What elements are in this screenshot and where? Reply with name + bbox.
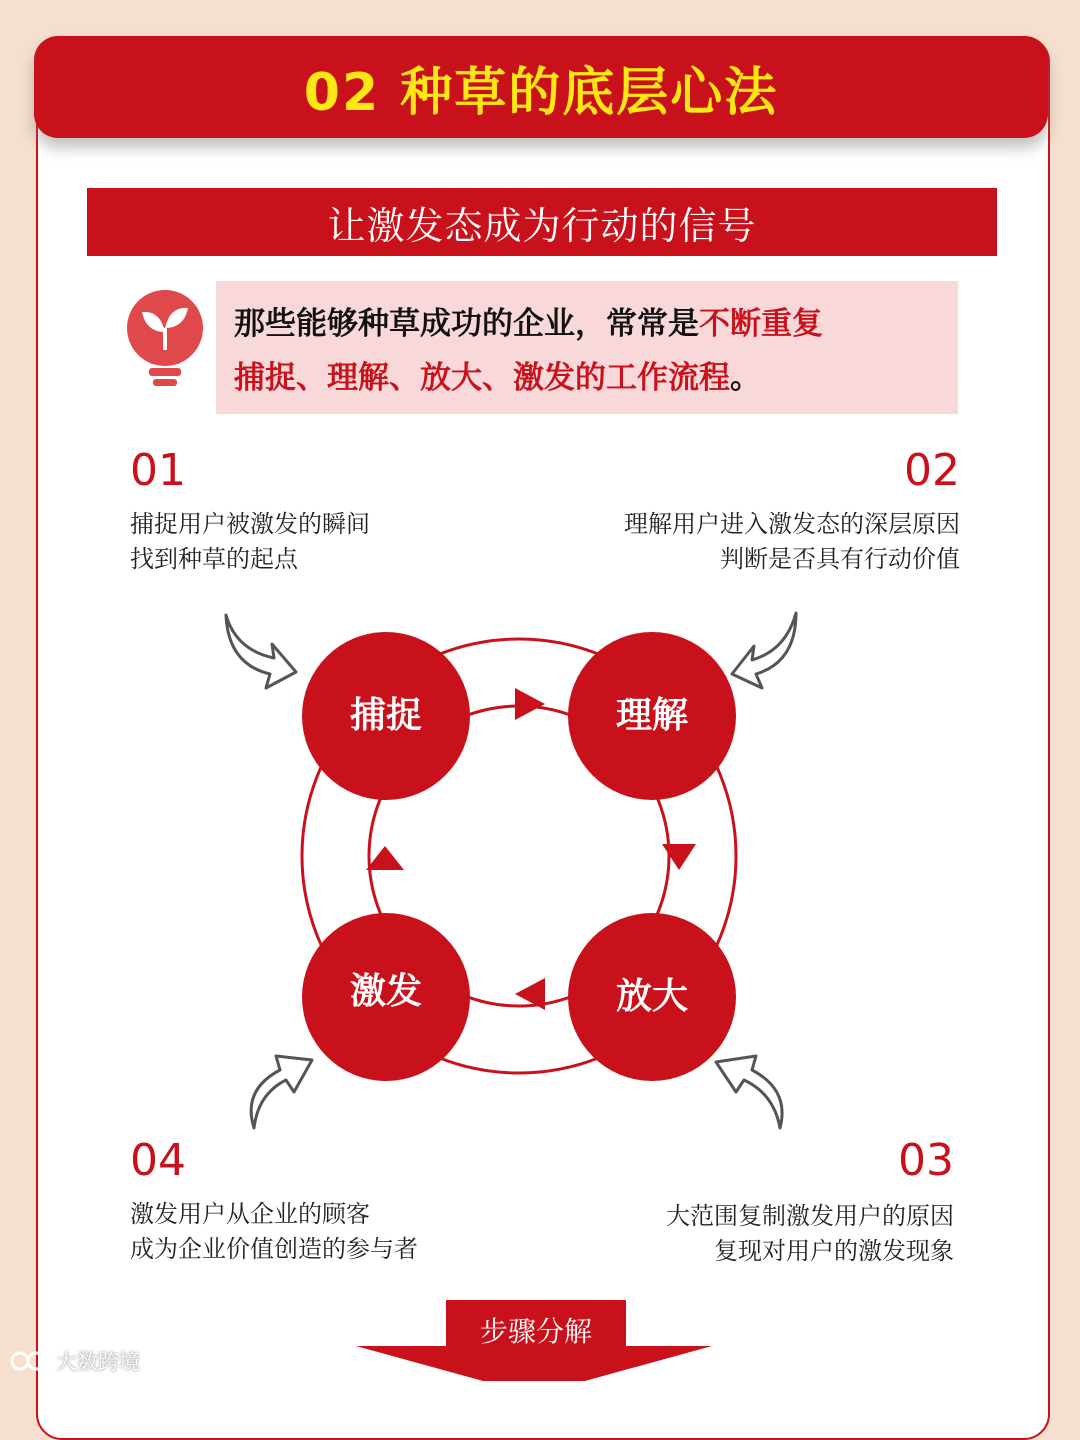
- quote-line-2-highlight: 捕捉、理解、放大、激发的工作流程: [234, 360, 730, 396]
- node-understand-label: 理解: [615, 695, 688, 736]
- step-desc-02-line1: 理解用户进入激发态的深层原因: [624, 510, 960, 538]
- step-desc-03: [554, 1199, 954, 1269]
- quote-line-1-text: 那些能够种草成功的企业，常常是: [234, 306, 699, 342]
- step-number-03: 03: [898, 1135, 954, 1186]
- curved-arrow-tr-icon: [732, 613, 796, 688]
- step-number-02: 02: [904, 445, 960, 496]
- curved-arrow-tl-icon: [226, 615, 296, 688]
- step-desc-03-line2: 复现对用户的激发现象: [714, 1237, 954, 1265]
- step-number-01: 01: [130, 445, 186, 496]
- step-desc-03-line1: 大范围复制激发用户的原因: [666, 1202, 954, 1230]
- step-desc-04: [130, 1197, 418, 1267]
- quote-line-2-end: 。: [730, 360, 761, 396]
- quote-line-1-highlight: 不断重复: [699, 306, 823, 342]
- steps-breakdown-label: 步骤分解: [479, 1315, 592, 1348]
- step-desc-04-line2: 成为企业价值创造的参与者: [130, 1235, 418, 1263]
- steps-breakdown-tab: [446, 1300, 626, 1360]
- step-desc-04-line1: 激发用户从企业的顾客: [130, 1200, 370, 1228]
- arrow-down-right: [662, 844, 696, 870]
- step-desc-01-line2: 找到种草的起点: [130, 545, 298, 573]
- arrow-up-left: [366, 846, 404, 870]
- watermark-logo-icon: [10, 1349, 50, 1373]
- node-capture-label: 捕捉: [349, 695, 422, 736]
- node-amplify-label: 放大: [615, 976, 688, 1017]
- curved-arrow-br-icon: [716, 1056, 782, 1128]
- arrow-right-top: [515, 688, 545, 720]
- step-desc-02-line2: 判断是否具有行动价值: [720, 545, 960, 573]
- watermark-text: 大数跨境: [56, 1350, 140, 1374]
- curved-arrow-bl-icon: [251, 1056, 312, 1128]
- node-activate-label: 激发: [349, 971, 422, 1012]
- subtitle: 让激发态成为行动的信号: [327, 203, 757, 248]
- page-title: 02 种草的底层心法: [303, 62, 779, 123]
- watermark: [10, 1346, 140, 1376]
- step-desc-01-line1: 捕捉用户被激发的瞬间: [130, 510, 370, 538]
- step-number-04: 04: [130, 1135, 186, 1186]
